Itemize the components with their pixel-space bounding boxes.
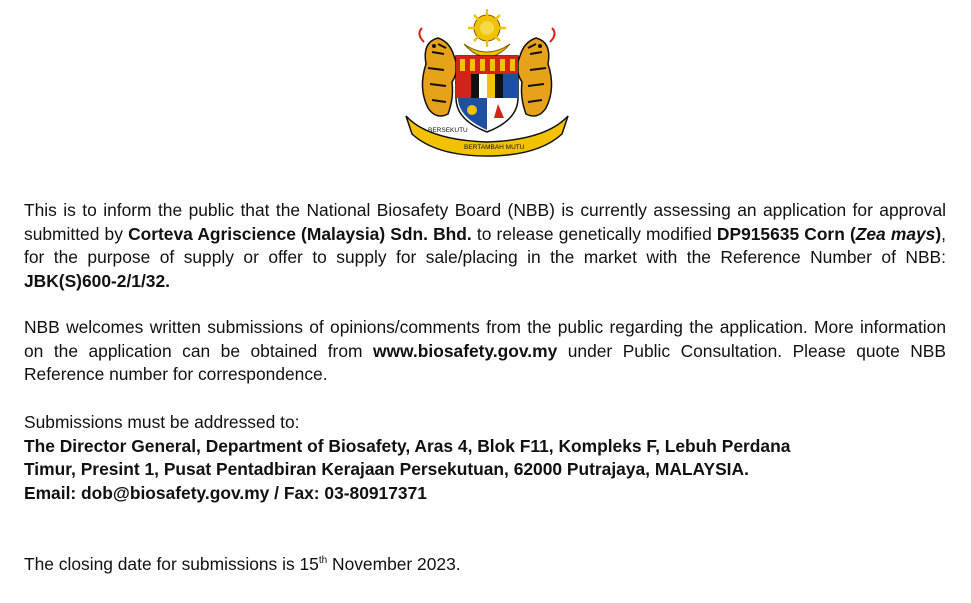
address-intro: Submissions must be addressed to:: [24, 412, 300, 432]
website-link[interactable]: www.biosafety.gov.my: [373, 340, 558, 361]
coat-of-arms-icon: [398, 8, 576, 158]
contact-details: Email: dob@biosafety.gov.my / Fax: 03-80917371: [24, 483, 427, 504]
applicant-name: Corteva Agriscience (Malaysia) Sdn. Bhd.: [128, 223, 472, 244]
consultation-text: under Public Consultation. Please quote NBB Reference number for correspondence.: [24, 340, 946, 385]
notice-paragraph-intro: [24, 199, 946, 294]
motto-center-text: BERTAMBAH MUTU: [464, 144, 525, 151]
reference-number: JBK(S)600-2/1/32.: [24, 271, 170, 292]
motto-left-text: BERSEKUTU: [428, 127, 468, 134]
product-code: DP915635 Corn (: [716, 223, 856, 244]
star-icon: [468, 9, 506, 47]
notice-paragraph-submissions: [24, 316, 946, 387]
tiger-left-icon: [419, 28, 456, 116]
product-paren: ): [935, 223, 942, 244]
address-line-1: The Director General, Department of Biosafety, Aras 4, Blok F11, Kompleks F, Lebuh Perdana: [24, 435, 791, 456]
shield-icon: [456, 56, 518, 132]
purpose-text: , for the purpose of supply or offer to supply for sale/placing in the market with the Reference Number of NBB:: [24, 223, 946, 268]
address-line-2: Timur, Presint 1, Pusat Pentadbiran Kerajaan Persekutuan, 62000 Putrajaya, MALAYSIA.: [24, 459, 749, 480]
closing-text: The closing date for submissions is 15: [24, 554, 319, 574]
intro-text: This is to inform the public that the National Biosafety Board (NBB) is currently assessing an application for approval submitted by: [24, 200, 946, 244]
notice-paragraph-closing: [24, 553, 946, 580]
release-text: to release genetically modified: [471, 223, 717, 244]
species-name: Zea mays: [855, 223, 936, 244]
ordinal-suffix: th: [318, 555, 328, 566]
closing-date: November 2023.: [327, 554, 461, 574]
product-name: [717, 224, 941, 244]
tiger-right-icon: [517, 28, 554, 116]
welcome-text: NBB welcomes written submissions of opinions/comments from the public regarding the application. More information on the application can be obtained from: [24, 317, 946, 361]
notice-paragraph-address: [24, 411, 946, 506]
